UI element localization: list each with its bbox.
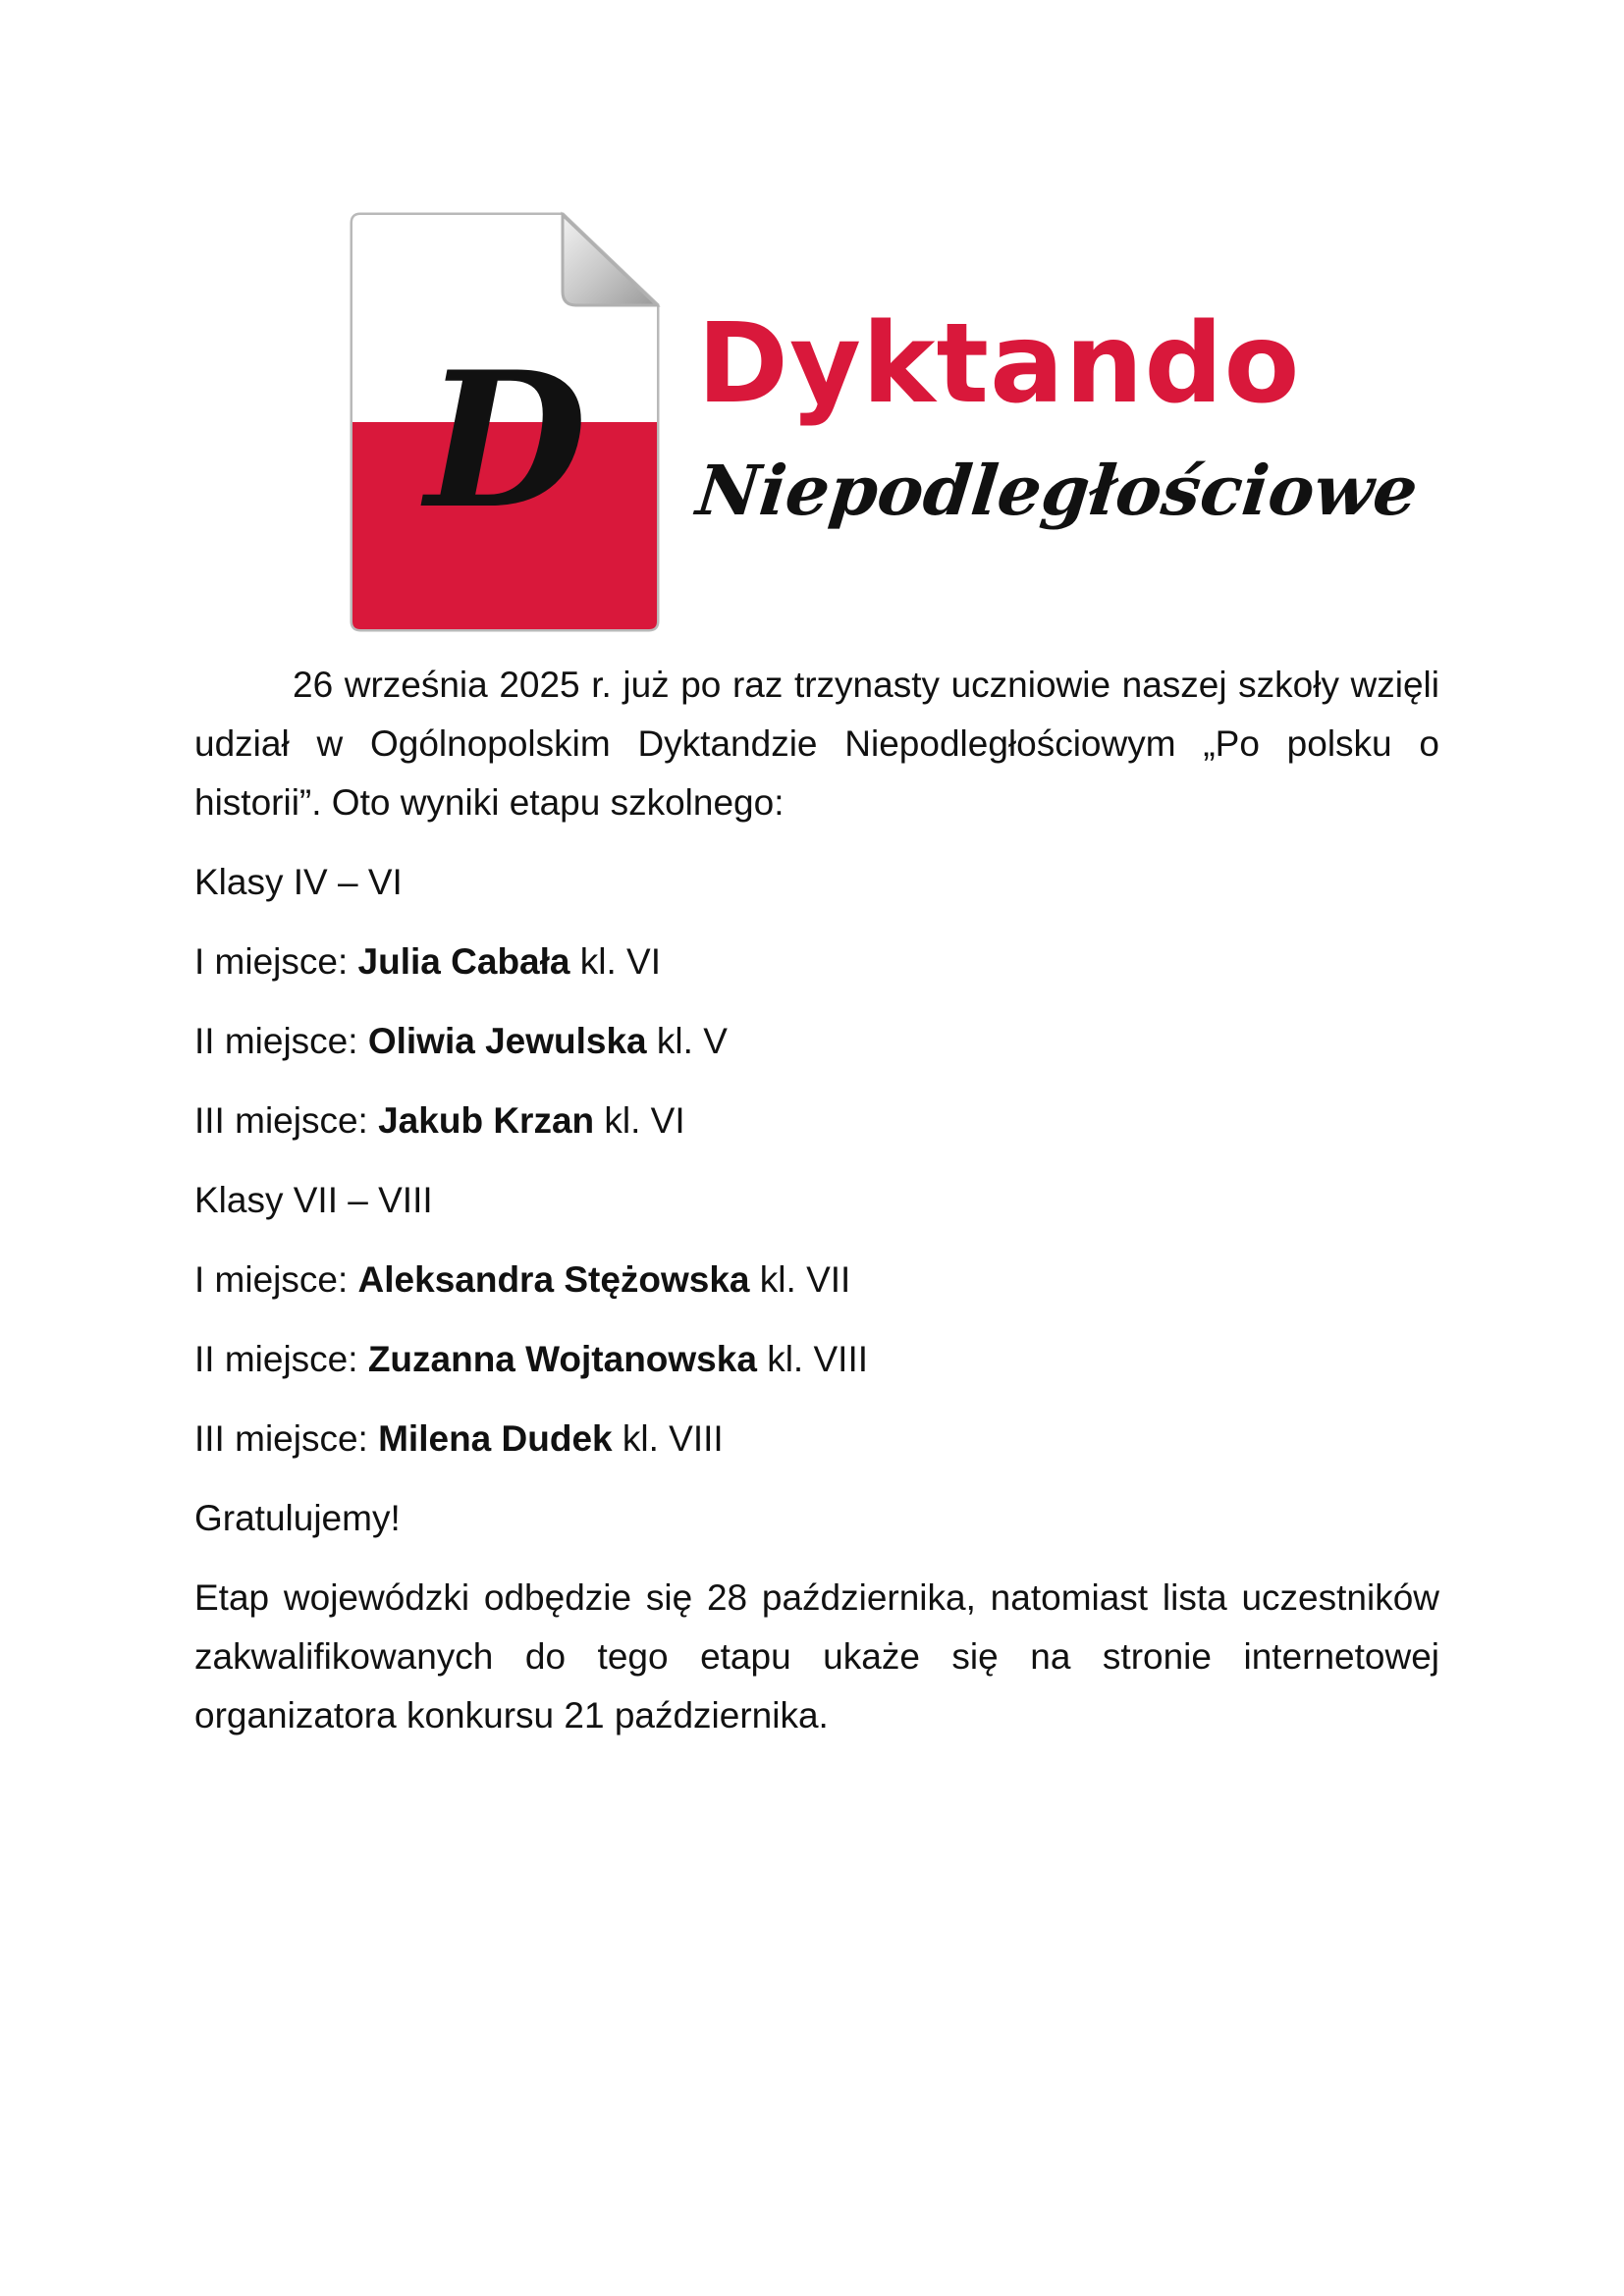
result-line — [194, 1251, 1439, 1309]
class-label: kl. V — [646, 1021, 728, 1061]
winner-name: Zuzanna Wojtanowska — [367, 1339, 757, 1379]
winner-name: Oliwia Jewulska — [367, 1021, 647, 1061]
winner-name: Julia Cabała — [357, 941, 570, 982]
result-line — [194, 933, 1439, 991]
result-line — [194, 1410, 1439, 1468]
place-label: III miejsce: — [194, 1100, 379, 1141]
winner-name: Milena Dudek — [378, 1418, 613, 1459]
winner-name: Aleksandra Stężowska — [357, 1259, 750, 1300]
group-heading: Klasy VII – VIII — [194, 1180, 433, 1220]
place-label: II miejsce: — [194, 1339, 368, 1379]
result-line — [194, 1092, 1439, 1150]
dyktando-logo — [349, 211, 1422, 633]
document-body — [194, 656, 1439, 1745]
intro-paragraph: 26 września 2025 r. już po raz trzynasty uczniowie naszej szkoły wzięli udział w Ogólnopolskim Dyktandzie Niepodległościowym „Po polsku o historii”. Oto wyniki etapu szkolnego: — [194, 665, 1439, 823]
logo-title: Dyktando — [697, 300, 1301, 428]
place-label: II miejsce: — [194, 1021, 368, 1061]
place-label: I miejsce: — [194, 1259, 358, 1300]
class-label: kl. VI — [569, 941, 662, 982]
closing-paragraph: Etap wojewódzki odbędzie się 28 października, natomiast lista uczestników zakwalifikowanych do tego etapu ukaże się na stronie internetowej organizatora konkursu 21 października. — [194, 1577, 1439, 1735]
document-flag-icon — [349, 211, 663, 633]
group-heading: Klasy IV – VI — [194, 862, 403, 902]
result-line — [194, 1330, 1439, 1389]
logo-letter: D — [425, 331, 587, 550]
class-label: kl. VIII — [612, 1418, 724, 1459]
result-line — [194, 1012, 1439, 1071]
class-label: kl. VI — [594, 1100, 685, 1141]
logo-subtitle: Niepodległościowe — [692, 450, 1422, 531]
winner-name: Jakub Krzan — [378, 1100, 595, 1141]
congrats-line: Gratulujemy! — [194, 1498, 401, 1538]
class-label: kl. VII — [749, 1259, 851, 1300]
place-label: I miejsce: — [194, 941, 358, 982]
class-label: kl. VIII — [756, 1339, 868, 1379]
place-label: III miejsce: — [194, 1418, 379, 1459]
